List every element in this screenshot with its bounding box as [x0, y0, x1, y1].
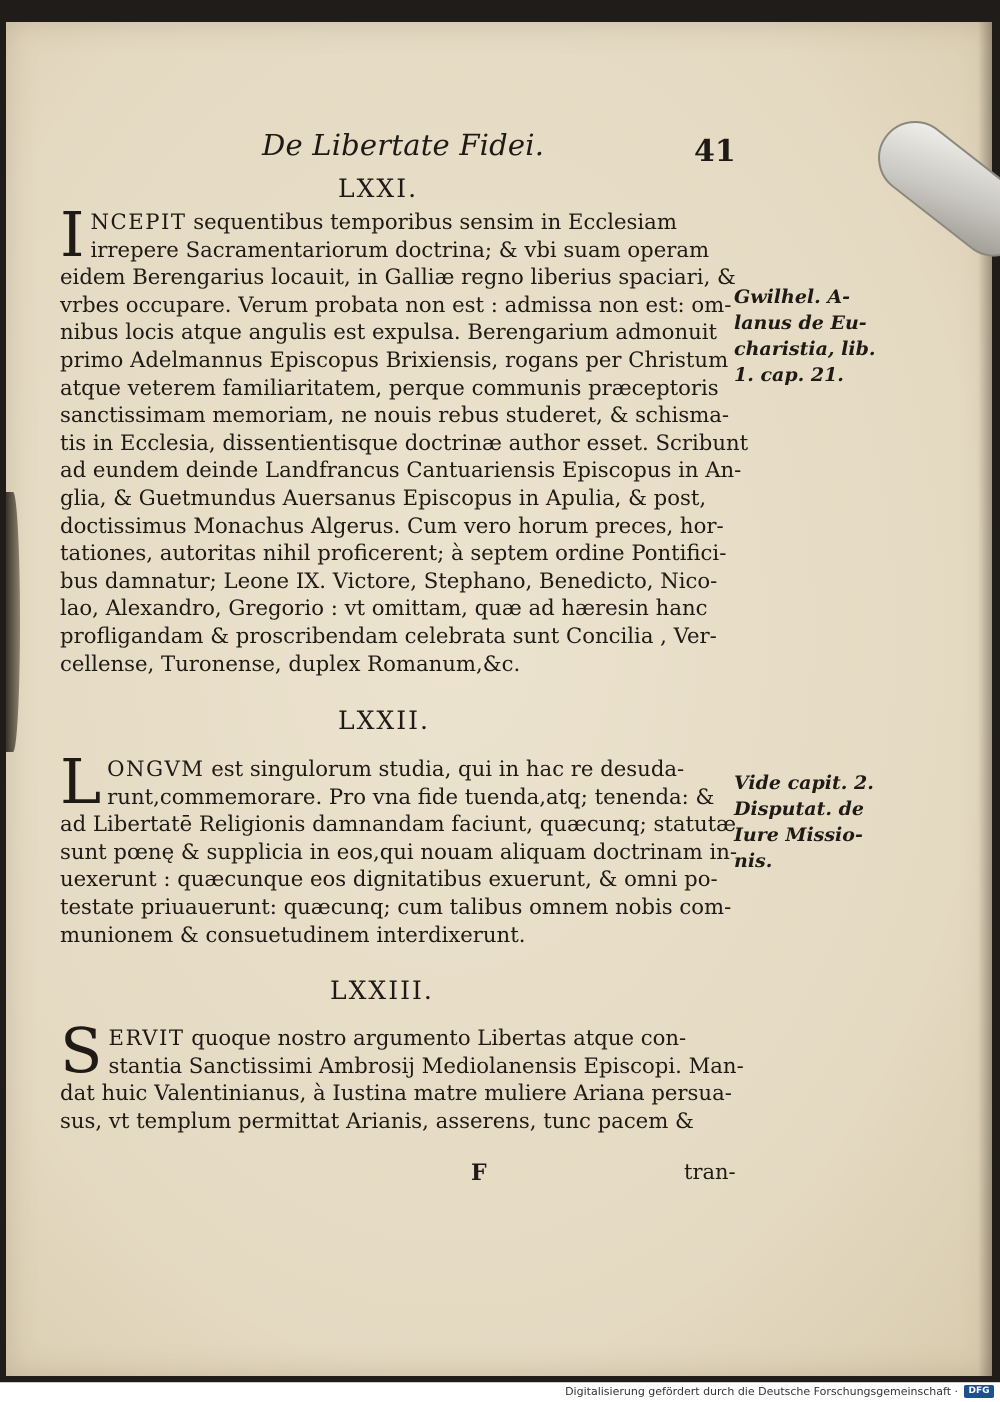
text-line: dat huic Valentinianus, à Iustina matre muliere Ariana persua-: [60, 1080, 732, 1106]
text-line: tis in Ecclesia, dissentientisque doctrinæ author esset. Scribunt: [60, 429, 749, 455]
margin-note-line: charistia, lib.: [734, 338, 876, 360]
text-line: tationes, autoritas nihil proficerent; à septem ordine Pontifici-: [60, 540, 727, 566]
text-line: munionem & consuetudinem interdixerunt.: [60, 921, 526, 947]
margin-note-line: Iure Missio-: [734, 824, 863, 846]
text-line: ad Libertatē Religionis damnandam faciunt, quæcunq; statutæ: [60, 811, 737, 837]
text-line: runt,commemorare. Pro vna fide tuenda,atq; tenenda: &: [107, 783, 715, 809]
section-body-lxxi: [60, 198, 749, 677]
page-curl-edge: [6, 492, 20, 752]
footer-credit: Digitalisierung gefördert durch die Deutsche Forschungsgemeinschaft ·: [565, 1385, 958, 1398]
first-word: ONGVM: [107, 756, 205, 781]
book-page: [6, 22, 992, 1376]
signature-mark: F: [471, 1160, 487, 1186]
catchword: tran-: [684, 1160, 736, 1184]
first-word: NCEPIT: [90, 209, 187, 234]
section-body-lxxiii: [60, 1014, 744, 1134]
text-line: quoque nostro argumento Libertas atque con-: [191, 1025, 687, 1050]
text-line: irrepere Sacramentariorum doctrina; & vbi suam operam: [90, 236, 710, 262]
text-line: sus, vt templum permittat Arianis, asserens, tunc pacem &: [60, 1107, 694, 1133]
margin-note-line: Disputat. de: [734, 798, 864, 820]
text-line: nibus locis atque angulis est expulsa. Berengarium admonuit: [60, 319, 718, 345]
drop-initial: S: [60, 1014, 103, 1087]
text-line: doctissimus Monachus Algerus. Cum vero horum preces, hor-: [60, 512, 724, 538]
page-number: 41: [694, 134, 736, 169]
section-heading-lxxi: LXXI.: [338, 174, 419, 203]
text-line: uexerunt : quæcunque eos dignitatibus exuerunt, & omni po-: [60, 866, 718, 892]
text-line: vrbes occupare. Verum probata non est : admissa non est: om-: [60, 291, 732, 317]
dfg-logo-icon: DFG: [964, 1385, 994, 1398]
text-line: sunt pœnę & supplicia in eos,qui nouam aliquam doctrinam in-: [60, 838, 738, 864]
text-line: atque veterem familiaritatem, perque communis præceptoris: [60, 374, 719, 400]
margin-note-line: Gwilhel. A-: [734, 286, 850, 308]
margin-note-line: Vide capit. 2.: [734, 772, 874, 794]
running-head: De Libertate Fidei.: [262, 128, 545, 162]
footer-bar: [0, 1382, 1000, 1402]
first-word: ERVIT: [108, 1025, 185, 1050]
text-line: cellense, Turonense, duplex Romanum,&c.: [60, 650, 521, 676]
margin-note-vide-capit: [734, 770, 874, 874]
section-body-lxxii: [60, 745, 738, 948]
section-heading-lxxii: LXXII.: [338, 706, 430, 735]
text-line: sequentibus temporibus sensim in Ecclesiam: [193, 209, 677, 234]
margin-note-line: nis.: [734, 850, 773, 872]
drop-initial: I: [60, 198, 85, 271]
text-line: ad eundem deinde Landfrancus Cantuariensis Episcopus in An-: [60, 457, 742, 483]
text-line: lao, Alexandro, Gregorio : vt omittam, quæ ad hæresin hanc: [60, 595, 708, 621]
margin-note-line: 1. cap. 21.: [734, 364, 844, 386]
drop-initial: L: [60, 745, 102, 818]
text-line: eidem Berengarius locauit, in Galliæ regno liberius spaciari, &: [60, 264, 736, 290]
text-line: stantia Sanctissimi Ambrosij Mediolanensis Episcopi. Man-: [108, 1052, 744, 1078]
margin-note-line: lanus de Eu-: [734, 312, 867, 334]
text-line: bus damnatur; Leone IX. Victore, Stephano, Benedicto, Nico-: [60, 567, 718, 593]
text-line: testate priuauerunt: quæcunq; cum talibus omnem nobis com-: [60, 893, 732, 919]
text-line: sanctissimam memoriam, ne nouis rebus studeret, & schisma-: [60, 402, 730, 428]
text-line: primo Adelmannus Episcopus Brixiensis, rogans per Christum: [60, 346, 729, 372]
section-heading-lxxiii: LXXIII.: [330, 976, 434, 1005]
text-line: glia, & Guetmundus Auersanus Episcopus in Apulia, & post,: [60, 484, 707, 510]
text-line: profligandam & proscribendam celebrata sunt Concilia , Ver-: [60, 622, 717, 648]
text-line: est singulorum studia, qui in hac re desuda-: [211, 756, 685, 781]
margin-note-gwilhel: [734, 284, 876, 388]
